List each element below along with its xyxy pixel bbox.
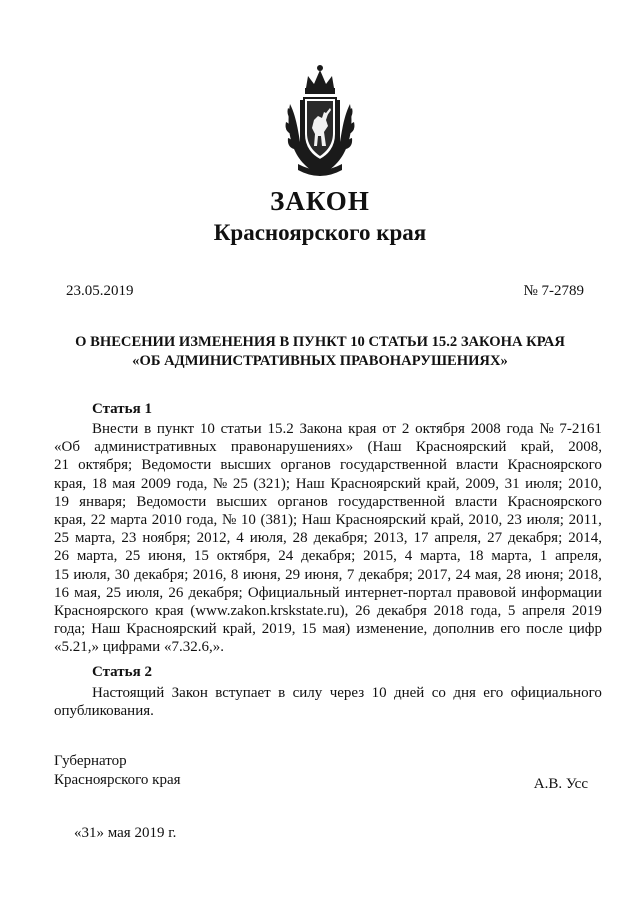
text: декабря; xyxy=(508,530,563,547)
text: (321); xyxy=(253,475,291,492)
text: Красноярский xyxy=(415,439,507,456)
text: интернет-портал xyxy=(344,584,452,601)
text: высших xyxy=(220,457,272,474)
signatory-name: А.В. Усс xyxy=(533,776,588,792)
text: июля; xyxy=(525,475,563,492)
text: (381); xyxy=(260,512,298,529)
text: 10 xyxy=(371,685,387,701)
krasnoyarsk-coat-of-arms-icon xyxy=(284,60,356,182)
text: 25 xyxy=(54,530,69,547)
text: 17 xyxy=(413,530,429,547)
text: 2019 xyxy=(571,603,602,620)
article-2-line xyxy=(54,684,602,702)
text: 2018 xyxy=(433,603,464,620)
text: 18 xyxy=(468,548,484,565)
text: Наш xyxy=(295,475,325,492)
text: июня, xyxy=(242,566,281,583)
text: власти xyxy=(456,457,499,474)
text: ноября; xyxy=(142,530,191,547)
text: года, xyxy=(176,475,208,492)
text: 2015, xyxy=(363,548,397,565)
text: 2010, xyxy=(568,475,602,492)
text: Наш xyxy=(91,621,121,638)
text: 29 xyxy=(285,566,301,583)
text: № xyxy=(221,512,237,529)
text: (Наш xyxy=(367,439,402,456)
text: 27 xyxy=(487,530,503,547)
article-1-line xyxy=(54,529,602,547)
text: декабря; xyxy=(313,530,368,547)
text: (www.zakon.krskstate.ru), xyxy=(190,603,349,620)
text: край, xyxy=(430,512,464,529)
text: 2009 xyxy=(140,475,171,492)
text: 26 xyxy=(355,603,371,620)
text: года xyxy=(506,421,534,437)
text: край, xyxy=(426,475,460,492)
text: Наш xyxy=(301,512,331,529)
text: 2013, xyxy=(373,530,408,547)
text: Официальный xyxy=(247,584,340,601)
text: дня xyxy=(453,685,476,701)
text: органов xyxy=(280,457,331,474)
text: 1 xyxy=(539,548,548,565)
text: изменение, xyxy=(356,621,428,638)
text: 2016, xyxy=(192,566,227,583)
text: Красноярский xyxy=(126,621,217,638)
text: 4 xyxy=(404,548,413,565)
text: Красноярский xyxy=(335,512,427,529)
text: официального xyxy=(510,685,602,701)
text: 10 xyxy=(240,512,256,529)
text: 2018, xyxy=(568,566,602,583)
text: 25 xyxy=(232,475,248,492)
text: в xyxy=(278,685,286,701)
text: 22 xyxy=(90,512,106,529)
text: июля, xyxy=(126,584,164,601)
signatory-title: Губернатор xyxy=(54,753,127,769)
article-2-title: Статья 2 xyxy=(92,664,152,680)
document-date: 23.05.2019 xyxy=(66,283,134,299)
text: со xyxy=(431,685,446,701)
text: информации xyxy=(521,584,602,601)
text: 7-2161 xyxy=(559,421,602,437)
text: 2010 xyxy=(151,512,182,529)
text: 2019, xyxy=(261,621,296,638)
text: Красноярского xyxy=(507,493,602,510)
text: вступает xyxy=(215,685,271,701)
text: после xyxy=(526,621,563,638)
text: 16 xyxy=(54,584,69,601)
text: 2014, xyxy=(568,530,602,547)
text: цифр xyxy=(568,621,602,638)
text: края, xyxy=(54,512,87,529)
text: его xyxy=(483,685,504,701)
text: 25 xyxy=(106,584,122,601)
text: года; xyxy=(54,621,86,638)
article-2-line: опубликования. xyxy=(54,703,154,720)
text: силу xyxy=(292,685,323,701)
article-1-line xyxy=(54,602,602,620)
text: статьи xyxy=(220,421,262,437)
text: дополнив xyxy=(433,621,495,638)
text: административных xyxy=(94,439,217,456)
text: Закон xyxy=(171,685,208,701)
text: 2008 xyxy=(470,421,501,437)
text: Закона xyxy=(299,421,343,437)
text: мая xyxy=(112,475,136,492)
heading-line: «ОБ АДМИНИСТРАТИВНЫХ ПРАВОНАРУШЕНИЯХ» xyxy=(132,353,508,369)
text: Ведомости xyxy=(141,457,212,474)
text: 28 xyxy=(505,566,521,583)
article-1-line xyxy=(54,475,602,493)
article-1-line xyxy=(54,620,602,638)
text: марта, xyxy=(76,548,118,565)
text: Красноярского xyxy=(507,457,602,474)
text: 4 xyxy=(236,530,244,547)
text: край, xyxy=(222,621,256,638)
article-1-line xyxy=(54,456,602,474)
text: власти xyxy=(455,493,498,510)
text: 24 xyxy=(278,548,294,565)
text: 23 xyxy=(506,512,522,529)
text: января; xyxy=(79,493,127,510)
text: 7 xyxy=(346,566,355,583)
heading-line: О ВНЕСЕНИИ ИЗМЕНЕНИЯ В ПУНКТ 10 СТАТЬИ 15.2 ЗАКОНА КРАЯ xyxy=(75,334,565,350)
article-1-line xyxy=(54,566,602,584)
text: декабря; xyxy=(358,566,413,583)
text: июня; xyxy=(525,566,564,583)
text: 26 xyxy=(168,584,184,601)
text: марта xyxy=(110,512,148,529)
text: государственной xyxy=(340,457,447,474)
text: края xyxy=(348,421,377,437)
text: органов xyxy=(277,493,328,510)
text: 2010, xyxy=(468,512,503,529)
text: правонарушениях» xyxy=(230,439,354,456)
text: 10 xyxy=(199,421,215,437)
text: Настоящий xyxy=(92,685,165,701)
text: «Об xyxy=(54,439,80,456)
article-1-line xyxy=(54,584,602,602)
text: края xyxy=(155,603,184,620)
text: Внести xyxy=(92,421,139,437)
article-1-title: Статья 1 xyxy=(92,401,152,417)
article-1-line xyxy=(54,438,602,456)
law-heading xyxy=(40,333,600,371)
document-title: ЗАКОН xyxy=(270,186,370,216)
article-1-line: «5.21,» цифрами «7.32.6,». xyxy=(54,639,224,656)
text: высших xyxy=(216,493,268,510)
text: Красноярский xyxy=(330,475,421,492)
text: 15 xyxy=(54,566,69,583)
text: октября xyxy=(415,421,465,437)
article-1-line xyxy=(54,511,602,529)
text: 25 xyxy=(125,548,141,565)
text: декабря; xyxy=(134,566,189,583)
text: 24 xyxy=(455,566,471,583)
text: июля; xyxy=(526,512,564,529)
text: 21 xyxy=(54,457,69,474)
text: мая, xyxy=(74,584,101,601)
text: октября; xyxy=(78,457,133,474)
text: 8 xyxy=(230,566,239,583)
text: 15 xyxy=(193,548,209,565)
text: июня, xyxy=(304,566,343,583)
text: апреля, xyxy=(434,530,482,547)
article-1-line xyxy=(54,547,602,565)
article-1-line xyxy=(54,420,602,438)
article-1-line xyxy=(54,493,602,511)
text: декабря; xyxy=(188,584,243,601)
text: № xyxy=(539,421,554,437)
text: через xyxy=(329,685,365,701)
signing-date: «31» мая 2019 г. xyxy=(74,825,177,841)
text: в xyxy=(144,421,152,437)
text: от xyxy=(382,421,397,437)
text: Красноярского xyxy=(54,603,149,620)
text: 2009, xyxy=(465,475,499,492)
text: 2012, xyxy=(196,530,231,547)
text: 2011, xyxy=(568,512,602,529)
text: года, xyxy=(470,603,502,620)
article-1-body xyxy=(54,420,602,657)
text: 30 xyxy=(114,566,130,583)
text: декабря; xyxy=(301,548,356,565)
text: года, xyxy=(186,512,218,529)
document-number: № 7-2789 xyxy=(523,283,584,299)
text: июля, xyxy=(73,566,111,583)
text: июля, xyxy=(249,530,287,547)
text: мая) xyxy=(322,621,351,638)
text: края, xyxy=(54,475,87,492)
text: марта, xyxy=(420,548,461,565)
text: марта, xyxy=(74,530,116,547)
text: марта, xyxy=(491,548,532,565)
text: Ведомости xyxy=(136,493,207,510)
text: 2017, xyxy=(417,566,452,583)
text: государственной xyxy=(338,493,445,510)
text: № xyxy=(212,475,228,492)
text: 23 xyxy=(121,530,137,547)
article-2-body xyxy=(54,684,602,720)
text: 18 xyxy=(91,475,107,492)
document-subtitle: Красноярского края xyxy=(213,220,427,245)
text: мая, xyxy=(474,566,502,583)
signatory-region: Красноярского края xyxy=(54,772,181,788)
text: 2008, xyxy=(568,439,602,456)
text: 26 xyxy=(54,548,69,565)
text: 15 xyxy=(301,621,317,638)
text: 15.2 xyxy=(267,421,294,437)
text: его xyxy=(500,621,521,638)
text: дней xyxy=(393,685,425,701)
text: 2 xyxy=(401,421,410,437)
text: пункт xyxy=(156,421,195,437)
text: 31 xyxy=(504,475,520,492)
text: 19 xyxy=(54,493,69,510)
text: 28 xyxy=(292,530,308,547)
text: декабря xyxy=(376,603,427,620)
text: 5 xyxy=(507,603,516,620)
text: октября, xyxy=(216,548,271,565)
text: апреля xyxy=(522,603,566,620)
text: правовой xyxy=(456,584,517,601)
text: край, xyxy=(520,439,554,456)
text: июня, xyxy=(148,548,186,565)
text: апреля, xyxy=(555,548,602,565)
